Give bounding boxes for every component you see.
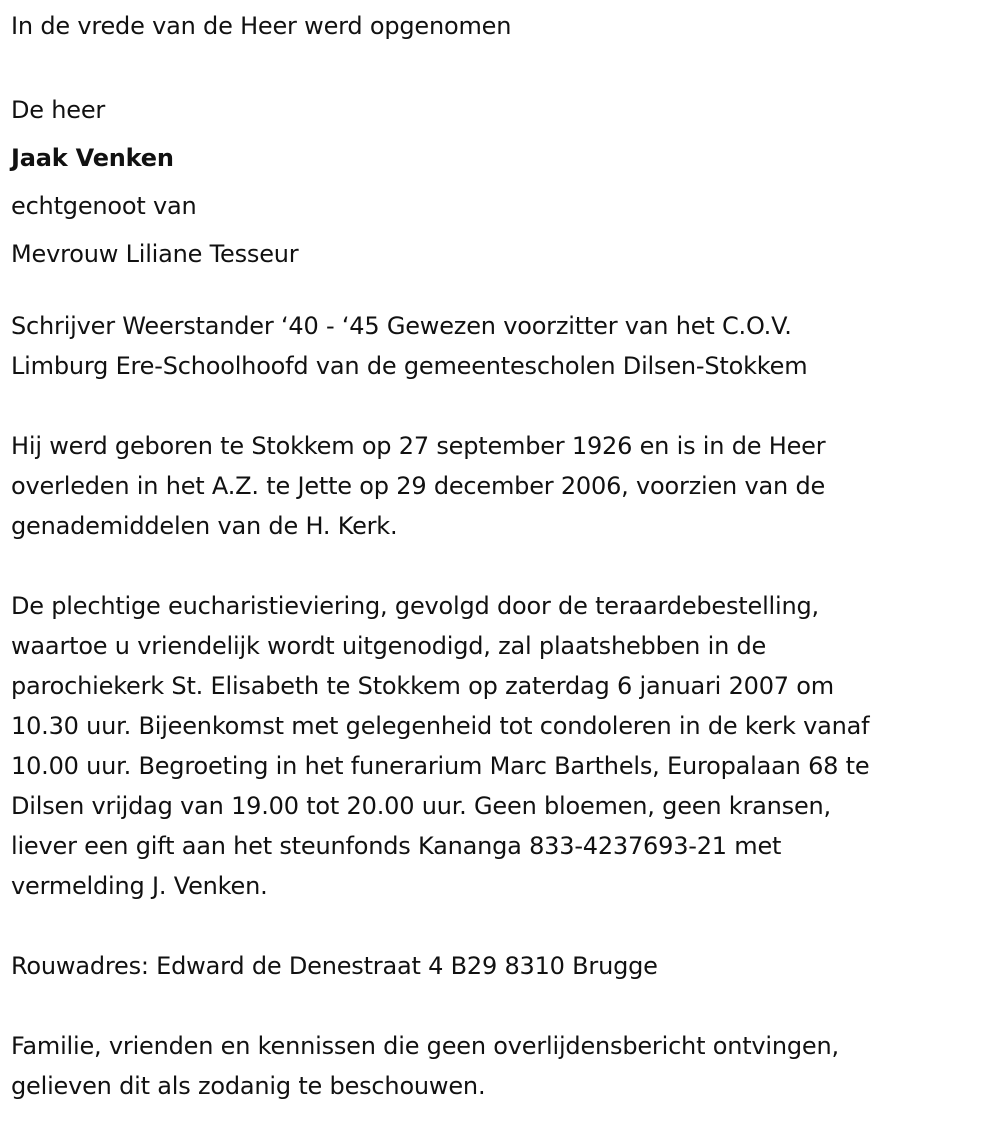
spouse-name: Mevrouw Liliane Tesseur [11, 240, 299, 268]
ceremony-line-5: 10.00 uur. Begroeting in het funerarium Marc Barthels, Europalaan 68 te [11, 752, 870, 780]
birth-death-line-3: genademiddelen van de H. Kerk. [11, 512, 398, 540]
spacer [11, 906, 991, 946]
deceased-name: Jaak Venken [11, 144, 174, 172]
spacer [11, 386, 991, 426]
ceremony-line-2: waartoe u vriendelijk wordt uitgenodigd, zal plaatshebben in de [11, 632, 767, 660]
opening-line: In de vrede van de Heer werd opgenomen [11, 12, 512, 40]
ceremony-line-6: Dilsen vrijdag van 19.00 tot 20.00 uur. Geen bloemen, geen kransen, [11, 792, 831, 820]
birth-death-line-2: overleden in het A.Z. te Jette op 29 december 2006, voorzien van de [11, 472, 826, 500]
mourning-address: Rouwadres: Edward de Denestraat 4 B29 8310 Brugge [11, 952, 658, 980]
closing-line-1: Familie, vrienden en kennissen die geen overlijdensbericht ontvingen, [11, 1032, 839, 1060]
ceremony-line-4: 10.30 uur. Bijeenkomst met gelegenheid tot condoleren in de kerk vanaf [11, 712, 870, 740]
ceremony-line-7: liever een gift aan het steunfonds Kananga 833-4237693-21 met [11, 832, 782, 860]
relation-line: echtgenoot van [11, 192, 197, 220]
ceremony-line-8: vermelding J. Venken. [11, 872, 268, 900]
ceremony-line-3: parochiekerk St. Elisabeth te Stokkem op zaterdag 6 januari 2007 om [11, 672, 834, 700]
birth-death-paragraph [11, 426, 991, 546]
spacer [11, 278, 991, 306]
closing-paragraph [11, 1026, 991, 1106]
closing-line-2: gelieven dit als zodanig te beschouwen. [11, 1072, 486, 1100]
titles-paragraph [11, 306, 991, 386]
ceremony-paragraph [11, 586, 991, 906]
spacer [11, 46, 991, 86]
salutation: De heer [11, 96, 106, 124]
spacer [11, 986, 991, 1026]
ceremony-line-1: De plechtige eucharistieviering, gevolgd door de teraardebestelling, [11, 592, 819, 620]
titles-line-1: Schrijver Weerstander ‘40 - ‘45 Gewezen voorzitter van het C.O.V. [11, 312, 792, 340]
birth-death-line-1: Hij werd geboren te Stokkem op 27 september 1926 en is in de Heer [11, 432, 826, 460]
obituary-notice [11, 0, 991, 1106]
titles-line-2: Limburg Ere-Schoolhoofd van de gemeentescholen Dilsen-Stokkem [11, 352, 808, 380]
spacer [11, 546, 991, 586]
